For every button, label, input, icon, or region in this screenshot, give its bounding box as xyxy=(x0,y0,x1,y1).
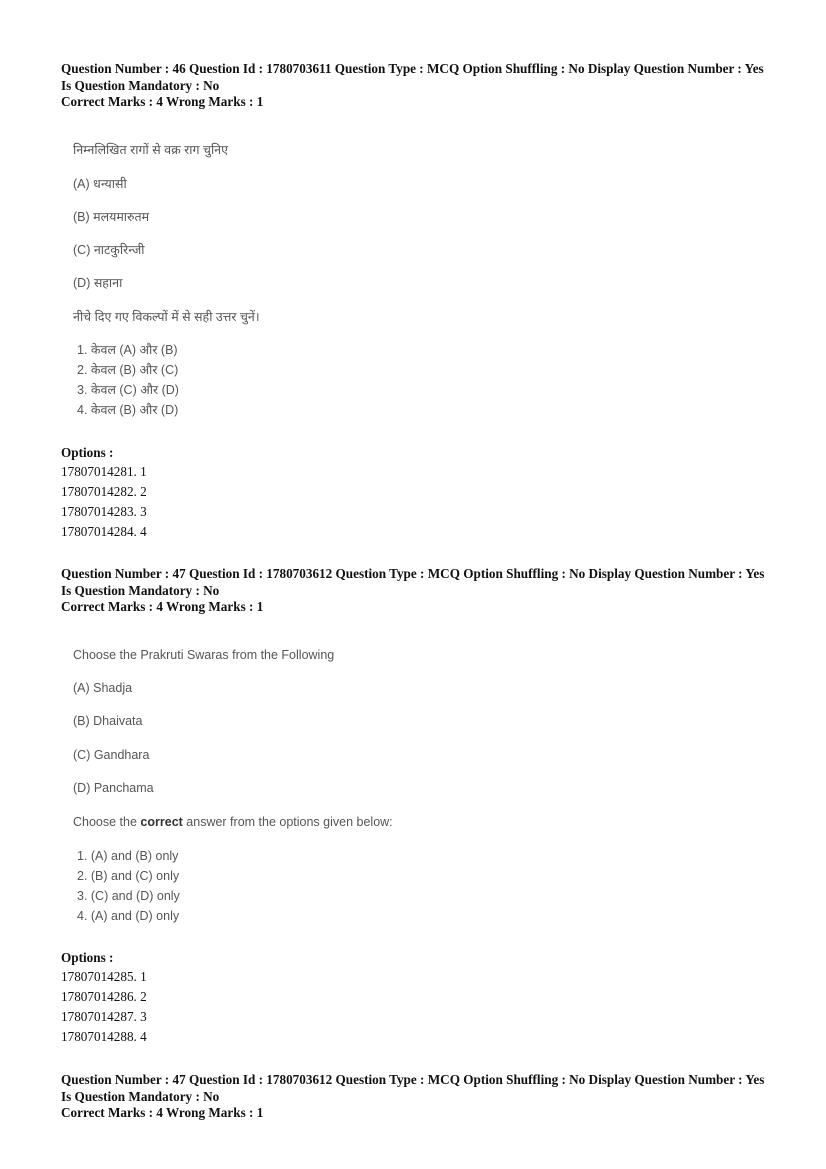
answer-choice: 4. (A) and (D) only xyxy=(77,909,180,923)
question-mandatory-line: Is Question Mandatory : No xyxy=(61,1088,220,1104)
option-item: 17807014288. 4 xyxy=(61,1029,147,1044)
question-mandatory-line: Is Question Mandatory : No xyxy=(61,582,220,598)
options-label: Options : xyxy=(61,445,114,460)
question-header xyxy=(61,1072,781,1122)
option-item: 17807014286. 2 xyxy=(61,989,147,1004)
option-item: 17807014281. 1 xyxy=(61,464,147,479)
choose-instruction: Choose the correct answer from the options given below: xyxy=(73,815,393,829)
answer-choice: 1. (A) and (B) only xyxy=(77,849,179,863)
statement-item: (C) नाटकुरिन्जी xyxy=(73,243,145,257)
options-label: Options : xyxy=(61,950,114,965)
question-stem: Choose the Prakruti Swaras from the Following xyxy=(73,648,335,662)
question-marks-line: Correct Marks : 4 Wrong Marks : 1 xyxy=(61,94,264,109)
question-marks-line: Correct Marks : 4 Wrong Marks : 1 xyxy=(61,599,264,614)
statement-item: (A) Shadja xyxy=(73,681,133,695)
answer-choice: 3. केवल (C) और (D) xyxy=(77,383,179,397)
statement-item: (B) Dhaivata xyxy=(73,714,143,728)
answer-choice: 2. केवल (B) और (C) xyxy=(77,363,179,377)
question-meta-line: Question Number : 46 Question Id : 1780703611 Question Type : MCQ Option Shuffling : No Display Question Number : Yes xyxy=(61,61,764,76)
option-item: 17807014283. 3 xyxy=(61,504,147,519)
statement-item: (D) सहाना xyxy=(73,276,123,290)
question-marks-line: Correct Marks : 4 Wrong Marks : 1 xyxy=(61,1105,264,1120)
question-header xyxy=(61,61,781,111)
answer-choice: 1. केवल (A) और (B) xyxy=(77,343,178,357)
choose-instruction: नीचे दिए गए विकल्पों में से सही उत्तर चुनें। xyxy=(73,310,260,324)
question-mandatory-line: Is Question Mandatory : No xyxy=(61,77,220,93)
question-meta-line: Question Number : 47 Question Id : 1780703612 Question Type : MCQ Option Shuffling : No Display Question Number : Yes xyxy=(61,1072,765,1087)
question-meta-line: Question Number : 47 Question Id : 1780703612 Question Type : MCQ Option Shuffling : No Display Question Number : Yes xyxy=(61,566,765,581)
option-item: 17807014284. 4 xyxy=(61,524,147,539)
statement-item: (A) धन्यासी xyxy=(73,177,127,191)
answer-choice: 4. केवल (B) और (D) xyxy=(77,403,179,417)
statement-item: (D) Panchama xyxy=(73,781,154,795)
answer-choice: 2. (B) and (C) only xyxy=(77,869,180,883)
option-item: 17807014287. 3 xyxy=(61,1009,147,1024)
question-header xyxy=(61,566,781,616)
option-item: 17807014282. 2 xyxy=(61,484,147,499)
option-item: 17807014285. 1 xyxy=(61,969,147,984)
question-stem: निम्नलिखित रागों से वक्र राग चुनिए xyxy=(73,143,229,157)
answer-choice: 3. (C) and (D) only xyxy=(77,889,180,903)
statement-item: (B) मलयमारुतम xyxy=(73,210,150,224)
statement-item: (C) Gandhara xyxy=(73,748,150,762)
